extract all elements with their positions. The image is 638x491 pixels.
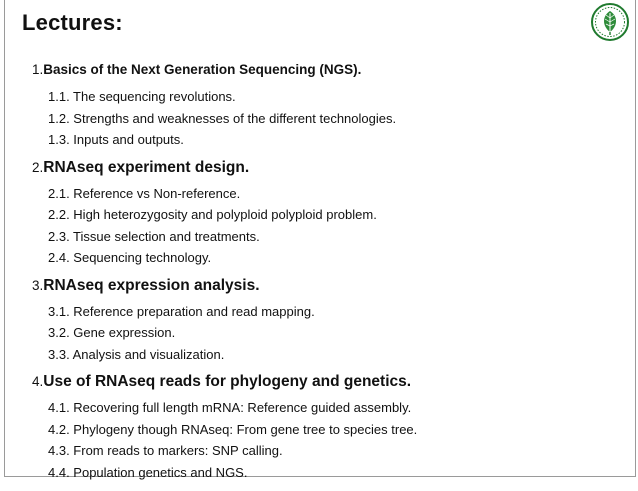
section-title: Basics of the Next Generation Sequencing (NGS). [43,62,362,77]
leaf-logo-icon [590,2,630,42]
section-title: RNAseq experiment design. [43,158,250,176]
list-item: 4.1. Recovering full length mRNA: Reference guided assembly. [48,400,412,415]
section-title: Use of RNAseq reads for phylogeny and genetics. [43,373,412,390]
section-4 [32,373,622,483]
section-number: 3. [32,277,44,293]
list-item: 4.4. Population genetics and NGS. [48,464,248,480]
section-3 [32,277,622,366]
lecture-outline [32,62,622,491]
section-items [32,301,622,366]
list-item: 3.2. Gene expression. [48,325,176,340]
section-heading [32,277,622,301]
list-item: 2.1. Reference vs Non-reference. [48,185,241,201]
list-item: 2.4. Sequencing technology. [48,250,212,265]
section-heading [32,159,622,183]
section-items [32,86,622,151]
list-item: 2.2. High heterozygosity and polyploid polyploid problem. [48,207,377,222]
section-2 [32,159,622,269]
section-items [32,397,622,483]
section-number: 1. [32,62,44,77]
list-item: 4.3. From reads to markers: SNP calling. [48,443,283,458]
section-items [32,183,622,269]
section-heading [32,62,622,86]
section-heading [32,373,622,397]
list-item: 1.1. The sequencing revolutions. [48,89,236,104]
list-item: 4.2. Phylogeny though RNAseq: From gene tree to species tree. [48,421,418,437]
list-item: 1.2. Strengths and weaknesses of the different technologies. [48,110,397,126]
list-item: 2.3. Tissue selection and treatments. [48,228,260,244]
section-number: 2. [32,159,44,175]
list-item: 1.3. Inputs and outputs. [48,132,184,147]
section-1 [32,62,622,151]
slide-title: Lectures: [22,10,123,35]
section-number: 4. [32,374,44,389]
list-item: 3.3. Analysis and visualization. [48,346,225,362]
section-title: RNAseq expression analysis. [43,276,260,294]
list-item: 3.1. Reference preparation and read mapping. [48,303,315,319]
